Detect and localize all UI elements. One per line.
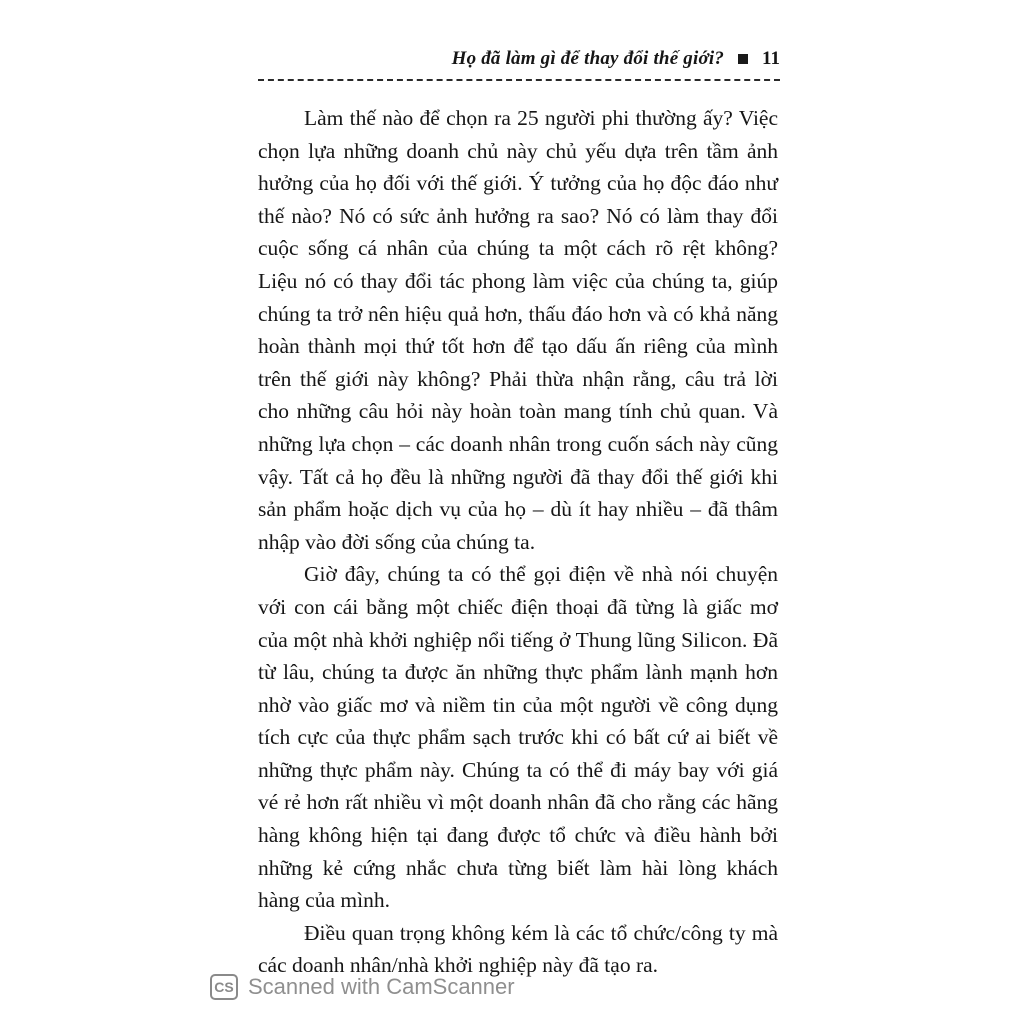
square-bullet-icon	[738, 54, 748, 64]
chapter-title: Họ đã làm gì để thay đổi thế giới?	[451, 48, 725, 69]
header-divider	[258, 79, 780, 81]
camscanner-watermark	[210, 970, 515, 1004]
camscanner-logo-icon: CS	[210, 974, 238, 1000]
page-number: 11	[762, 48, 780, 69]
running-header	[440, 44, 780, 74]
body-text	[258, 102, 778, 982]
watermark-text: Scanned with CamScanner	[248, 974, 515, 999]
paragraph-3: Điều quan trọng không kém là các tổ chức/công ty mà các doanh nhân/nhà khởi nghiệp này đã tạo ra.	[258, 920, 778, 978]
paragraph-2: Giờ đây, chúng ta có thể gọi điện về nhà nói chuyện với con cái bằng một chiếc điện thoại đã từng là giấc mơ của một nhà khởi nghiệp nổi tiếng ở Thung lũng Silicon. Đã từ lâu, chúng ta được ăn những thực phẩm lành mạnh hơn nhờ vào giấc mơ và niềm tin của một người về công dụng tích cực của thực phẩm sạch trước khi có bất cứ ai biết về những thực phẩm này. Chúng ta có thể đi máy bay với giá vé rẻ hơn rất nhiều vì một doanh nhân đã cho rằng các hãng hàng không hiện tại đang được tổ chức và điều hành bởi những kẻ cứng nhắc chưa từng biết làm hài lòng khách hàng của mình.	[258, 562, 778, 913]
paragraph-1: Làm thế nào để chọn ra 25 người phi thường ấy? Việc chọn lựa những doanh chủ này chủ yếu dựa trên tầm ảnh hưởng của họ đối với thế giới. Ý tưởng của họ độc đáo như thế nào? Nó có sức ảnh hưởng ra sao? Nó có làm thay đổi cuộc sống cá nhân của chúng ta một cách rõ rệt không? Liệu nó có thay đổi tác phong làm việc của chúng ta, giúp chúng ta trở nên hiệu quả hơn, thấu đáo hơn và có khả năng hoàn thành mọi thứ tốt hơn để tạo dấu ấn riêng của mình trên thế giới này không? Phải thừa nhận rằng, câu trả lời cho những câu hỏi này hoàn toàn mang tính chủ quan. Và những lựa chọn – các doanh nhân trong cuốn sách này cũng vậy. Tất cả họ đều là những người đã thay đổi thế giới khi sản phẩm hoặc dịch vụ của họ – dù ít hay nhiều – đã thâm nhập vào đời sống của chúng ta.	[258, 106, 778, 554]
